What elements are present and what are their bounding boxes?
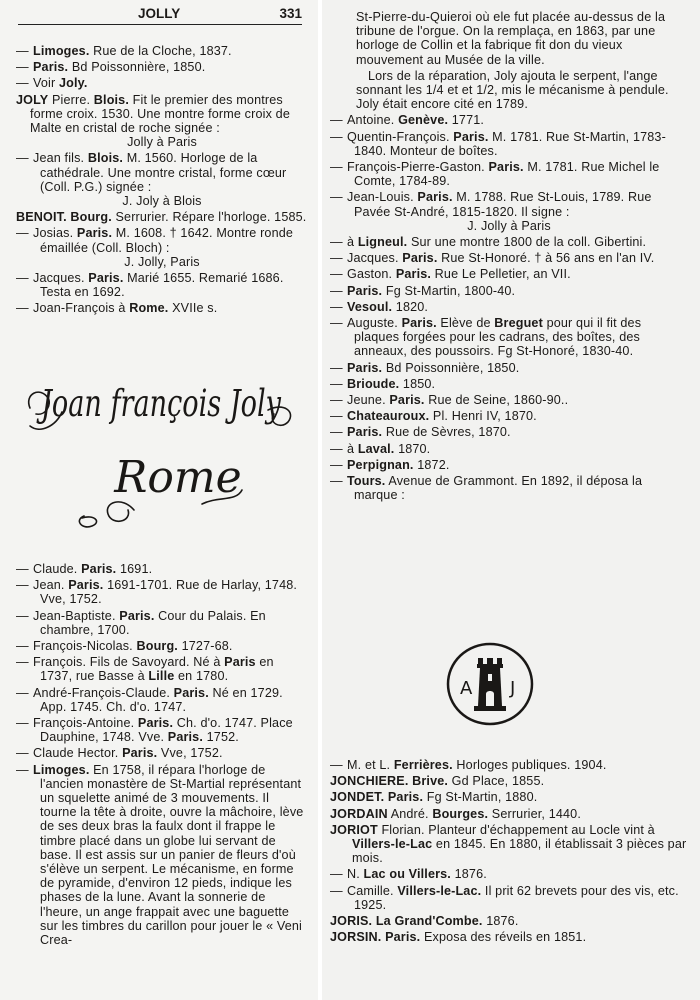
handwritten-signature [22, 364, 300, 532]
right-entries-top [330, 10, 688, 505]
entry-perpignan: — Perpignan. 1872. [330, 457, 450, 472]
entry-joriot: JORIOT Florian. Planteur d'échappement au Locle vint à Villers-le-Lac en 1845. En 1880, il établissait 3 pièces par mois. [330, 822, 687, 866]
entry-claude-hector: — Claude Hector. Paris. Vve, 1752. [16, 746, 223, 761]
entry-ferrieres: — M. et L. Ferrières. Horloges publiques. 1904. [330, 758, 607, 772]
entry-laval: — à Laval. 1870. [330, 441, 431, 456]
entry-jean: — Jean. Paris. 1691-1701. Rue de Harlay, 1748. Vve, 1752. [16, 578, 298, 607]
entry-claude: — Claude. Paris. 1691. [16, 562, 153, 576]
left-column [0, 0, 318, 1000]
entry-jeune: — Jeune. Paris. Rue de Seine, 1860-90.. [330, 393, 569, 408]
right-column [322, 0, 700, 1000]
page-number: 331 [279, 6, 302, 21]
running-head: JOLLY [138, 6, 181, 21]
entry-joly-pierre: JOLY Pierre. Blois. Fit le premier des montres forme croix. 1530. Une montre forme croix de Malte en cristal de roche signée : Jolly à Paris [16, 93, 308, 150]
entry-auguste: — Auguste. Paris. Elève de Breguet pour qui il fit des plaques forgées pour les cadrans, des boîtes, des anneaux, des poussoirs. Fg St-Honoré, 1830-40. [330, 316, 642, 359]
entry-jacques-paris: — Jacques. Paris. Rue St-Honoré. † à 56 ans en l'an IV. [330, 251, 655, 266]
signature-text: Jolly à Paris [127, 135, 197, 150]
entry-brioude: — Brioude. 1850. [330, 376, 436, 391]
entry-francois-antoine: — François-Antoine. Paris. Ch. d'o. 1747. Place Dauphine, 1748. Vve. Paris. 1752. [16, 716, 293, 745]
entry-paris-1850: — Paris. Bd Poissonnière, 1850. [16, 60, 206, 75]
signature-text: J. Joly à Blois [122, 194, 202, 209]
entry-gaston: — Gaston. Paris. Rue Le Pelletier, an VII. [330, 267, 571, 282]
entry-jean-baptiste: — Jean-Baptiste. Paris. Cour du Palais. En chambre, 1700. [16, 608, 266, 637]
entry-francois-nicolas: — François-Nicolas. Bourg. 1727-68. [16, 639, 233, 654]
entry-antoine: — Antoine. Genève. 1771. [330, 113, 485, 128]
stamp-letter-a: A [460, 678, 473, 699]
entry-francois: — François. Fils de Savoyard. Né à Paris en 1737, rue Basse à Lille en 1780. [16, 655, 274, 684]
tower-mark-icon [444, 640, 536, 728]
signature-line-2: Rome [114, 452, 242, 503]
left-entries-top [16, 44, 308, 318]
entry-jean-louis: — Jean-Louis. Paris. M. 1788. Rue St-Louis, 1789. Rue Pavée St-André, 1815-1820. Il signe : J. Jolly à Paris [330, 190, 688, 233]
continuation-text: St-Pierre-du-Quieroi où ele fut placée au-dessus de la tribune de l'orgue. On la remplaça, en 1863, par une horloge de Collin et la fabrique fit don du vieux mouvement au Musée de la ville. [356, 10, 666, 67]
continuation-text-2: Lors de la réparation, Joly ajouta le serpent, l'ange sonnant les 1/4 et et 1/2, mis le mécanisme à pendule. Joly était encore cité en 1789. [356, 68, 669, 112]
entry-jacques: — Jacques. Paris. Marié 1655. Remarié 1686. Testa en 1692. [16, 271, 284, 300]
signature-text: J. Jolly, Paris [124, 254, 200, 269]
signature-line-1: Joan françois Joly [35, 382, 282, 425]
entry-vesoul: — Vesoul. 1820. [330, 299, 429, 314]
stamp-letter-j: J [510, 678, 516, 699]
right-entries-bottom [330, 758, 688, 946]
entry-andre-francois-claude: — André-François-Claude. Paris. Né en 1729. App. 1745. Ch. d'o. 1747. [16, 685, 283, 714]
entry-josias: — Josias. Paris. M. 1608. † 1642. Montre ronde émaillée (Coll. Bloch) : J. Jolly, Paris [16, 226, 308, 269]
entry-jean-fils: — Jean fils. Blois. M. 1560. Horloge de la cathédrale. Une montre cristal, forme cœur (Coll. P.G.) signée : J. Joly à Blois [16, 151, 308, 208]
entry-voir-joly: — Voir Joly. [16, 76, 88, 91]
entry-jordain: JORDAIN André. Bourges. Serrurier, 1440. [330, 806, 581, 821]
entry-francois-pierre-gaston: — François-Pierre-Gaston. Paris. M. 1781. Rue Michel le Comte, 1784-89. [330, 160, 660, 189]
entry-jondet: JONDET. Paris. Fg St-Martin, 1880. [330, 790, 538, 805]
entry-joan-francois: — Joan-François à Rome. XVIIe s. [16, 301, 218, 316]
signature-text: J. Jolly à Paris [467, 218, 551, 233]
left-entries-bottom [16, 562, 308, 949]
entry-limoges-1758: — Limoges. En 1758, il répara l'horloge de l'ancien monastère de St-Martial représentant un squelette animé de 3 mouvements. Il tourne la tête à droite, ouvre la mâchoire, lève de ses deux bras la faulx dont il frappe le timbre placé dans un globe lui servant de base. Il est assis sur un panier de fleurs d'où s'élève un serpent. Le mécanisme, en forme de pyramide, d'environ 12 pieds, indique les phases de la lune. Avant la sonnerie de l'heure, un ange frappait avec une baguette sur les timbres du carillon pour jouer le « Veni Crea- [16, 762, 304, 948]
entry-limoges-1837: — Limoges. Rue de la Cloche, 1837. [16, 44, 232, 58]
entry-joris: JORIS. La Grand'Combe. 1876. [330, 914, 519, 929]
entry-tours: — Tours. Avenue de Grammont. En 1892, il déposa la marque : [330, 474, 643, 503]
entry-jonchiere: JONCHIERE. Brive. Gd Place, 1855. [330, 774, 545, 789]
entry-ligneul: — à Ligneul. Sur une montre 1800 de la coll. Gibertini. [330, 235, 647, 250]
signature-image [22, 364, 300, 532]
entry-n-lac-ou-villers: — N. Lac ou Villers. 1876. [330, 867, 487, 882]
maker-mark-stamp [444, 640, 536, 728]
entry-paris-bd-poissonniere: — Paris. Bd Poissonnière, 1850. [330, 360, 520, 375]
page-header [18, 6, 302, 26]
entry-quentin-francois: — Quentin-François. Paris. M. 1781. Rue St-Martin, 1783-1840. Monteur de boîtes. [330, 129, 666, 158]
entry-paris-fg-st-martin: — Paris. Fg St-Martin, 1800-40. [330, 283, 516, 298]
entry-paris-rue-de-sevres: — Paris. Rue de Sèvres, 1870. [330, 425, 511, 440]
entry-benoit: BENOIT. Bourg. Serrurier. Répare l'horloge. 1585. [16, 210, 307, 225]
entry-chateauroux: — Chateauroux. Pl. Henri IV, 1870. [330, 409, 537, 424]
header-rule [18, 24, 302, 25]
entry-jorsin: JORSIN. Paris. Exposa des réveils en 1851. [330, 930, 587, 945]
entry-camille: — Camille. Villers-le-Lac. Il prit 62 brevets pour des vis, etc. 1925. [330, 883, 679, 912]
